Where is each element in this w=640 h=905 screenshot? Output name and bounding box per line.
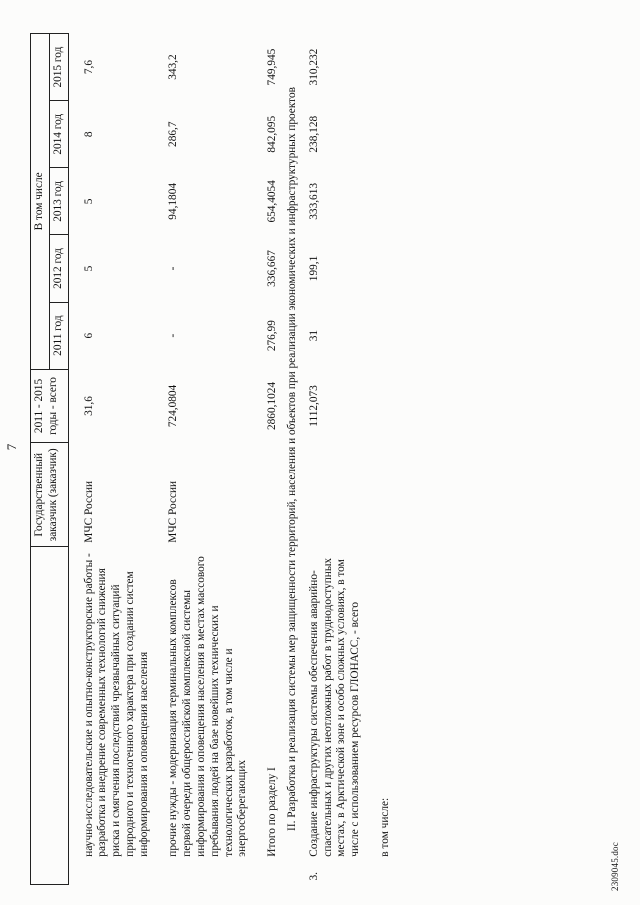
row-2012: -: [167, 266, 180, 271]
row-2014: 8: [82, 131, 95, 138]
row-customer: МЧС России: [82, 480, 95, 543]
header-year-2012: 2012 год: [49, 235, 68, 302]
footer-note: в том числе:: [378, 797, 391, 857]
row-name: Создание инфраструктуры системы обеспечения аварийно-спасательных и других неотложных работ в труднодоступных местах, в Арктической зоне и особо сложных условиях, в том числе с использованием ресурсов ГЛОНАСС, - всего: [307, 557, 362, 857]
document-id: 2309045.doc: [610, 842, 620, 891]
row-2015: 749,945: [266, 48, 279, 86]
row-2012: 336,667: [266, 250, 279, 287]
budget-table: [30, 33, 395, 885]
row-total: 724,0804: [167, 384, 180, 428]
footer-note-row: [377, 34, 395, 885]
section-title-row: [282, 34, 306, 885]
row-total: 31,6: [82, 396, 95, 416]
table-row-section-total: [264, 34, 282, 885]
row-name: прочие нужды - модернизация терминальных комплексов первой очереди общероссийской комплексной системы информирования и оповещения населения в местах массового пребывания людей на базе новейших технических и технологических разработок, в том числе и энергосберегающих: [167, 556, 249, 857]
row-2014: 238,128: [307, 115, 320, 153]
row-2013: 5: [82, 198, 95, 205]
row-number: [165, 861, 252, 885]
table-row-rnd: [81, 34, 154, 885]
row-number: 3.: [307, 872, 320, 881]
header-empty: [31, 547, 69, 885]
header-customer: Государственный заказчик (заказчик): [31, 443, 69, 547]
row-total: 2860,1024: [266, 381, 279, 430]
row-2011: 6: [82, 332, 95, 339]
header-year-2015: 2015 год: [49, 34, 68, 101]
row-2011: 276,99: [266, 320, 279, 352]
page-number: 7: [4, 443, 19, 451]
row-number: [264, 861, 282, 885]
table-row-other-needs: [165, 34, 252, 885]
row-2015: 343,2: [167, 54, 180, 80]
row-2014: 286,7: [167, 121, 180, 147]
row-2012: 5: [82, 265, 95, 272]
row-2012: 199,1: [307, 255, 320, 282]
row-customer: [264, 443, 282, 547]
row-customer: [306, 443, 365, 547]
header-year-2013: 2013 год: [49, 168, 68, 235]
header-year-2011: 2011 год: [49, 302, 68, 369]
header-including: В том числе: [31, 34, 50, 370]
row-2015: 7,6: [82, 60, 95, 75]
row-customer: МЧС России: [167, 480, 180, 543]
row-2014: 842,095: [266, 115, 279, 153]
row-2011: 31: [307, 329, 320, 342]
row-name: Итого по разделу I: [266, 767, 279, 857]
row-total: 1112,073: [307, 385, 320, 427]
row-name: научно-исследовательские и опытно-конструкторские работы - разработка и внедрение современных технологий снижения риска и смягчения последствий чрезвычайных ситуаций природного и техногенного характера при создании систем информирования и оповещения населения: [82, 553, 150, 857]
table-row-infrastructure: [306, 34, 365, 885]
header-year-2014: 2014 год: [49, 101, 68, 168]
row-2015: 310,232: [307, 48, 320, 86]
row-number: [81, 861, 154, 885]
row-2013: 94,1804: [167, 183, 180, 220]
header-total: 2011 - 2015 годы - всего: [31, 369, 69, 443]
row-2011: -: [167, 333, 180, 338]
row-2013: 654,4054: [266, 180, 279, 223]
row-2013: 333,613: [307, 183, 320, 220]
section-title: II. Разработка и реализация системы мер защищенности территорий, населения и объектов при реализации экономических и инфраструктурных проектов: [285, 87, 298, 831]
